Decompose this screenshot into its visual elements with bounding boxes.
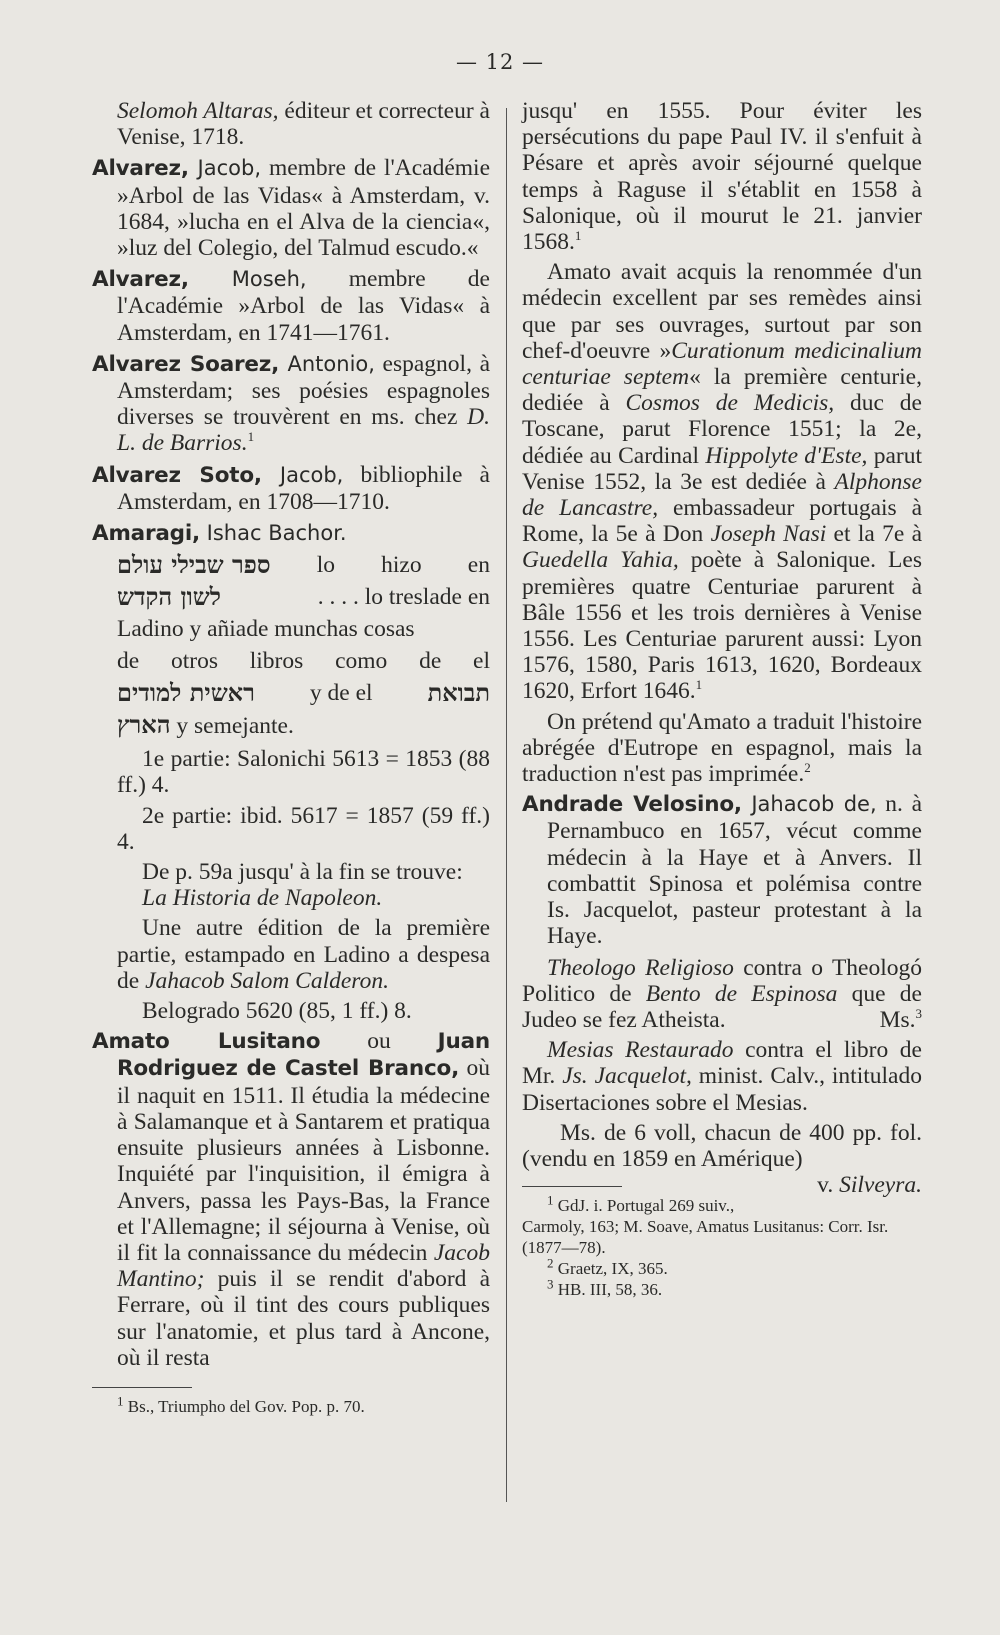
hebrew-title: ראשית למודים [117, 678, 255, 708]
entry-amato-lusitano: Amato Lusitano ou Juan Rodriguez de Castel Branco, où il naquit en 1511. Il étudia la médecine à Salamanque et à Santarem et pratiqua ensuite plusieurs années à Lisbonne. Inquiété par l'inquisition, il émigra à Anvers, passa les Pays-Bas, la France et l'Allemagne; il séjourna à Venise, où il fit la connaissance du médecin Jacob Mantino; puis il se rendit d'abord à Ferrare, où il tint des cours publiques sur l'anatomie, et plus tard à Ancone, où il resta [92, 1028, 490, 1371]
work-theologo: Theologo Religioso contra o Theologó Politico de Bento de Espinosa que de Judeo se fez Atheista. Ms.$^3$ [522, 954, 923, 1033]
entry-alvarez-soarez: Alvarez Soarez, Antonio, espagnol, à Amsterdam; ses poésies espagnoles diverses se trouvèrent en ms. chez D. L. de Barrios.$^1$ [92, 350, 490, 457]
work-mesias: Mesias Restaurado contra el libro de Mr. Js. Jacquelot, minist. Calv., intitulado Disertaciones sobre el Mesias. [522, 1037, 922, 1116]
footnote-1: $^1$ GdJ. i. Portugal 269 suiv., Carmoly, 163; M. Soave, Amatus Lusitanus: Corr. Isr. (1877—78). [522, 1192, 889, 1258]
edition-note: De p. 59a jusqu' à la fin se trouve: [142, 859, 463, 886]
continued-entry: Selomoh Altaras, éditeur et correcteur à Venise, 1718. [117, 98, 490, 151]
entry-alvarez-moseh: Alvarez, Moseh, membre de l'Académie »Arbol de las Vidas« à Amsterdam, en 1741—1761. [92, 266, 490, 346]
amaragi-body: ספר שבילי עולם lo hizo en לשון הקדש . . . . lo treslade en Ladino y añiade munchas cosas de otros libros como de el ראשית למודים y de el תבואת הארץ y semejante. [117, 550, 490, 740]
edition-part-2: 2e partie: ibid. 5617 = 1857 (59 ff.) 4. [117, 802, 490, 855]
headword: Amaragi, [92, 521, 200, 547]
amato-continued: jusqu' en 1555. Pour éviter les persécutions du pape Paul IV. il s'enfuit à Pésare et après avoir séjourné quelque temps à Raguse il s'établit en 1558 à Salonique, où il mourut le 21. janvier 1568.$^1$ [522, 98, 922, 256]
entry-alvarez-jacob: Alvarez, Jacob, membre de l'Académie »Arbol de las Vidas« à Amsterdam, v. 1684, »lucha en el Alva de la ciencia«, »luz del Colegio, del Talmud escudo.« [92, 155, 490, 262]
hebrew-text: לשון הקדש [117, 582, 222, 612]
hebrew-title: הארץ [117, 710, 171, 740]
column-divider [506, 108, 507, 1502]
entry-alvarez-soto: Alvarez Soto, Jacob, bibliophile à Amsterdam, en 1708—1710. [92, 461, 490, 515]
footnote-2: $^2$ Graetz, IX, 365. [547, 1255, 668, 1279]
entry-andrade-velosino: Andrade Velosino, Jahacob de, n. à Pernambuco en 1657, vécut comme médecin à la Haye et à Anvers. Il combattit Spinosa et polémisa contre Is. Jacquelot, pasteur protestant à la Haye. [522, 791, 922, 950]
amato-works: Amato avait acquis la renommée d'un médecin excellent par ses remèdes ainsi que par ses ouvrages, surtout par son chef-d'oeuvre »Curationum medicinalium centuriae septem« la première centurie, dediée à Cosmos de Medicis, duc de Toscane, parut Florence 1551; la 2e, dédiée au Cardinal Hippolyte d'Este, parut Venise 1552, la 3e est dediée à Alphonse de Lancastre, embassadeur portugais à Rome, la 5e à Don Joseph Nasi et la 7e à Guedella Yahia, poète à Salonique. Les premières quatre Centuriae parurent à Bâle 1556 et les trois dernières à Venise 1556. Les Centuriae parurent aussi: Lyon 1576, 1580, Paris 1613, 1620, Bordeaux 1620, Erfort 1646.$^1$ [522, 259, 923, 705]
footnote: $^1$ Bs., Triumpho del Gov. Pop. p. 70. [117, 1393, 365, 1416]
footnote-ref: 1 [247, 429, 255, 445]
headword: Alvarez, [92, 156, 189, 182]
right-column [522, 98, 922, 1300]
edition-other: Une autre édition de la première partie, estampado en Ladino a despesa de Jahacob Salom Calderon. [117, 915, 490, 994]
hebrew-title: תבואת [427, 678, 490, 708]
footnote-3: $^3$ HB. III, 58, 36. [547, 1276, 663, 1300]
headword: Amato Lusitano [92, 1029, 321, 1055]
hebrew-title: ספר שבילי עולם [117, 550, 271, 580]
headword: Alvarez Soto, [92, 462, 262, 488]
amato-translation: On prétend qu'Amato a traduit l'histoire abrégée d'Eutrope en espagnol, mais la traduction n'est pas imprimée.$^2$ [522, 708, 922, 788]
headword: Andrade Velosino, [522, 792, 742, 818]
footnote-rule [92, 1387, 192, 1388]
edition-title: La Historia de Napoleon. [142, 885, 383, 912]
manuscript-note: Ms. de 6 voll, chacun de 400 pp. fol. (vendu en 1859 en Amérique) v. Silveyra. [522, 1119, 922, 1199]
headword: Alvarez, [92, 267, 189, 293]
left-column [92, 98, 490, 1417]
edition-belgrade: Belogrado 5620 (85, 1 ff.) 8. [142, 998, 412, 1025]
footnote-rule [522, 1186, 622, 1187]
entry-amaragi: Amaragi, Ishac Bachor. [92, 521, 347, 547]
headword: Alvarez Soarez, [92, 351, 280, 377]
edition-part-1: 1e partie: Salonichi 5613 = 1853 (88 ff.) 4. [117, 746, 490, 799]
page-number: — 12 — [455, 50, 545, 74]
